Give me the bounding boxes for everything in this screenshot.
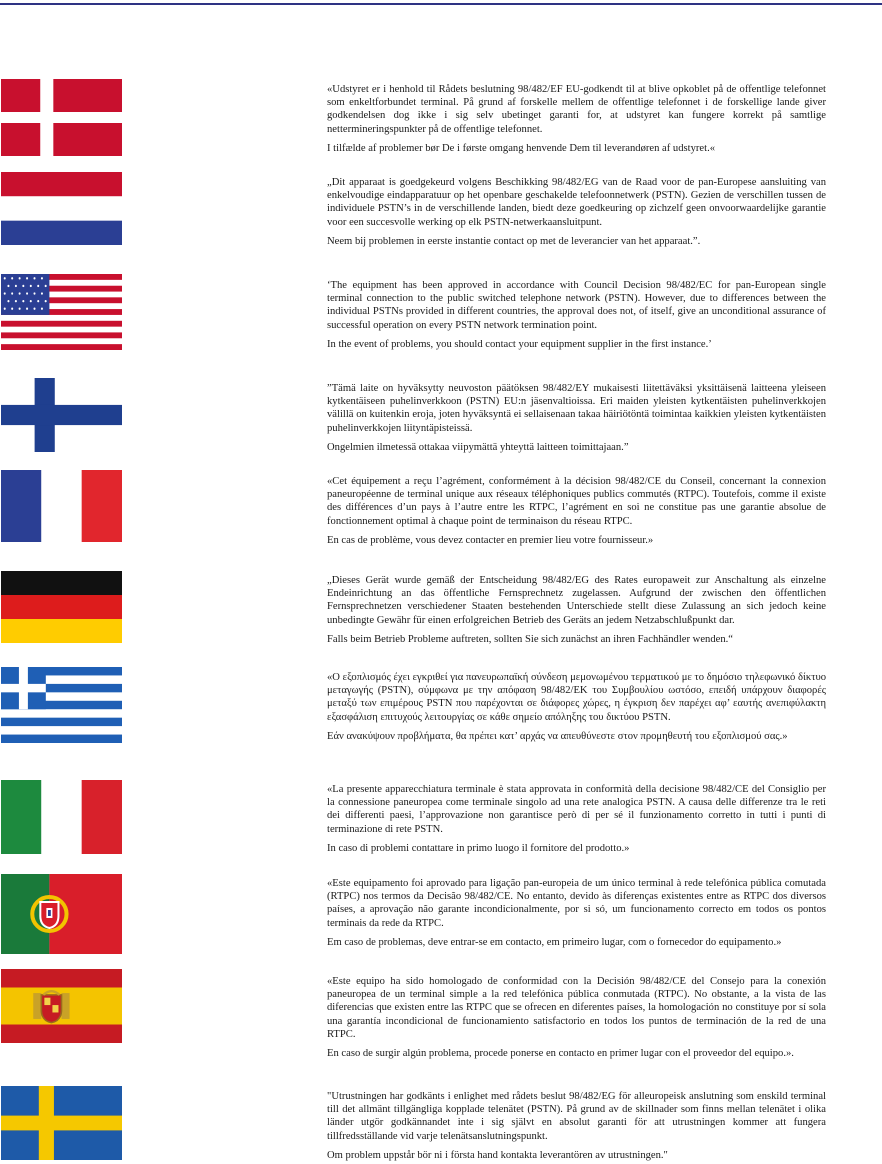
statement-fr-body: «Cet équipement a reçu l’agrément, conformément à la décision 98/482/CE du Conseil, concernant la connexion paneuropéenne de terminal unique aux réseaux téléphoniques publics commutés (RTPC). Toutefois, comme il existe des différences d’un pays à l’autre entre les RTPC, l’agrément en soi ne constitue pas une garantie absolue de fonctionnement optimal à chaque point de terminaison du réseau RTPC. — [327, 476, 826, 527]
statement-nl-body: „Dit apparaat is goedgekeurd volgens Beschikking 98/482/EG van de Raad voor de pan-Europese aansluiting van enkelvoudige eindapparatuur op het openbare geschakelde telefoonnetwerk (PSTN). Gezien de verschillen tussen de individuele PSTN’s in de verschillende landen, biedt deze goedkeuring op zichzelf geen onvoorwaardelijke garantie voor een succesvolle werking op elk PSTN-netwerkaansluitpunt. — [327, 177, 826, 228]
statement-pt-contact: Em caso de problemas, deve entrar-se em contacto, em primeiro lugar, com o fornecedor do equipamento.» — [327, 936, 782, 948]
statement-el — [327, 671, 826, 743]
top-rule — [0, 3, 882, 5]
statement-da-body: «Udstyret er i henhold til Rådets beslutning 98/482/EF EU-godkendt til at blive opkoblet på de offentlige telefonnet som enkeltforbundet terminal. På grund af forskelle mellem de offentlige telefonnet i de forskellige lande giver godkendelsen dog ikke i sig selv ubetinget garanti for, at udstyret kan fungere korrekt på samtlige nettermineringspunkter på de offentlige telefonnet. — [327, 84, 826, 135]
italy-flag-icon — [1, 780, 122, 854]
greece-flag-icon — [1, 667, 122, 743]
statement-sv-body: "Utrustningen har godkänts i enlighet med rådets beslut 98/482/EG för alleuropeisk anslutning som enskild terminal till det allmänt tillgängliga kopplade telenätet (PSTN). På grund av de skillnader som finns mellan telenätet i olika länder utgör godkännandet inte i sig självt en absolut garanti för att utrustningen kommer att fungera tillfredsställande vid varje telenätsanslutningspunkt. — [327, 1091, 826, 1142]
statement-fi — [327, 382, 826, 454]
statement-en-body: ‘The equipment has been approved in accordance with Council Decision 98/482/EC for pan-European single terminal connection to the public switched telephone network (PSTN). However, due to differences between the individual PSTNs provided in different countries, the approval does not, of itself, give an unconditional assurance of successful operation on every PSTN network termination point. — [327, 280, 826, 331]
statement-fi-contact: Ongelmien ilmetessä ottakaa viipymättä yhteyttä laitteen toimittajaan.” — [327, 441, 629, 453]
statement-es-contact: En caso de surgir algún problema, procede ponerse en contacto en primer lugar con el proveedor del equipo.». — [327, 1048, 794, 1060]
usa-flag-icon — [1, 274, 122, 350]
statement-da — [327, 83, 826, 155]
statement-de-body: „Dieses Gerät wurde gemäß der Entscheidung 98/482/EG des Rates europaweit zur Anschaltung als einzelne Endeinrichtung an das öffentliche Fernsprechnetz zugelassen. Aufgrund der zwischen den öffentlichen Fernsprechnetzen verschiedener Staaten bestehenden Unterschiede stellt diese Zulassung an sich jedoch keine unbedingte Gewähr für einen erfolgreichen Betrieb des Geräts an jedem Netzabschlußpunkt dar. — [327, 575, 826, 626]
germany-flag-icon — [1, 571, 122, 643]
statement-fr-contact: En cas de problème, vous devez contacter en premier lieu votre fournisseur.» — [327, 534, 654, 546]
finland-flag-icon — [1, 378, 122, 452]
statement-en-contact: In the event of problems, you should contact your equipment supplier in the first instance.’ — [327, 338, 712, 350]
netherlands-flag-icon — [1, 172, 122, 245]
statement-fi-body: ”Tämä laite on hyväksytty neuvoston päätöksen 98/482/EY mukaisesti liitettäväksi yksittäisenä laitteena yleiseen kytkentäiseen puhelinverkkoon (PSTN) EU:n jäsenvaltioissa. Eri maiden yleisten kytkentäisten puhelinverkkojen välillä on kuitenkin eroja, joten hyväksyntä ei sellaisenaan takaa häiriötöntä toimintaa kaikkien yleisten kytkentäisten puhelinverkkojen liityntäpisteissä. — [327, 383, 826, 434]
statement-fr — [327, 475, 826, 547]
statement-el-body: «Ο εξοπλισμός έχει εγκριθεί για πανευρωπαϊκή σύνδεση μεμονωμένου τερματικού με το δημόσιο τηλεφωνικό δίκτυο μεταγωγής (PSTN), σύμφωνα με την απόφαση 98/482/ΕΚ του Συμβουλίου ωστόσο, επειδή υπάρχουν διαφορές μεταξύ των επιμέρους PSTN που παρέχονται σε διάφορες χώρες, η έγκριση δεν παρέχει αφ’ εαυτής ανεπιφύλακτη εξασφάλιση επιτυχούς λειτουργίας σε κάθε σημείο απόληξης του δικτύου PSTN. — [327, 672, 826, 723]
denmark-flag-icon — [1, 79, 122, 156]
statement-it-body: «La presente apparecchiatura terminale è stata approvata in conformità della decisione 98/482/CE del Consiglio per la connessione paneuropea come terminale singolo ad una rete analogica PSTN. A causa delle differenze tra le reti dei differenti paesi, l’approvazione non garantisce però di per sé il funzionamento corretto in tutti i punti di terminazione di rete PSTN. — [327, 784, 826, 835]
statement-es — [327, 975, 826, 1060]
statement-nl-contact: Neem bij problemen in eerste instantie contact op met de leverancier van het apparaat.”. — [327, 235, 701, 247]
statement-pt-body: «Este equipamento foi aprovado para ligação pan-europeia de um único terminal à rede telefónica pública comutada (RTPC) nos termos da Decisão 98/482/CE. No entanto, devido às diferenças existentes entre as RTPC dos diversos países, a aprovação não garante incondicionalmente, por si só, um funcionamento correcto em todos os pontos terminais da rede da RTPC. — [327, 878, 826, 929]
statement-de-contact: Falls beim Betrieb Probleme auftreten, sollten Sie sich zunächst an ihren Fachhändler wenden.“ — [327, 633, 733, 645]
statement-sv-contact: Om problem uppstår bör ni i första hand kontakta leverantören av utrustningen." — [327, 1149, 668, 1161]
statement-it-contact: In caso di problemi contattare in primo luogo il fornitore del prodotto.» — [327, 842, 630, 854]
statement-de — [327, 574, 826, 646]
statement-el-contact: Εάν ανακύψουν προβλήματα, θα πρέπει κατ’ αρχάς να απευθύνεστε στον προμηθευτή του εξοπλισμού σας.» — [327, 730, 788, 742]
spain-flag-icon — [1, 969, 122, 1043]
statement-sv — [327, 1090, 826, 1162]
france-flag-icon — [1, 470, 122, 542]
statement-en — [327, 279, 826, 351]
statement-pt — [327, 877, 826, 949]
statement-nl — [327, 176, 826, 248]
statement-da-contact: I tilfælde af problemer bør De i første omgang henvende Dem til leverandøren af udstyret.« — [327, 142, 716, 154]
statement-es-body: «Este equipo ha sido homologado de conformidad con la Decisión 98/482/CE del Consejo para la conexión paneuropea de un terminal simple a la red telefónica pública conmutada (RTPC). No obstante, a la vista de las diferencias que existen entre las RTPC que se ofrecen en diferentes países, la homologación no constituye por sí sola una garantía incondicional de funcionamiento satisfactorio en todos los puntos de terminación de la red de una RTPC. — [327, 976, 826, 1040]
statement-it — [327, 783, 826, 855]
sweden-flag-icon — [1, 1086, 122, 1160]
portugal-flag-icon — [1, 874, 122, 954]
